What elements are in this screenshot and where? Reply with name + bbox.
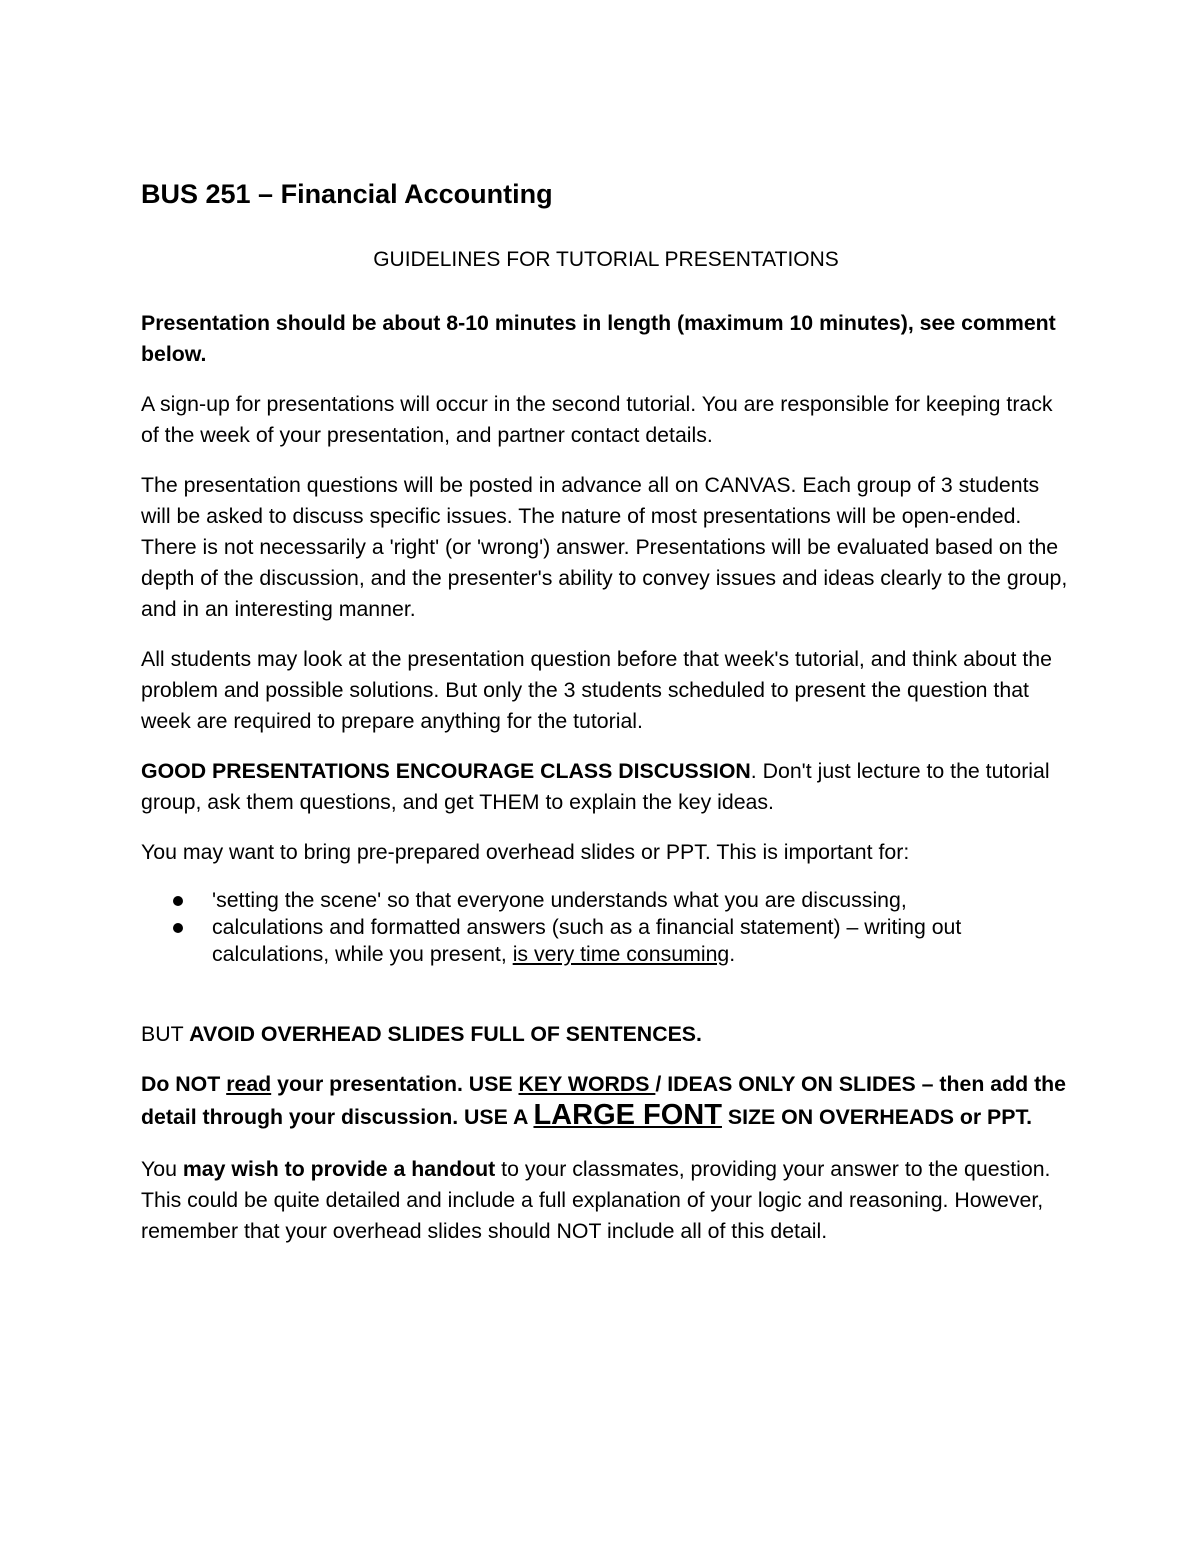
handout-bold: may wish to provide a handout xyxy=(182,1157,496,1181)
avoid-slides-paragraph xyxy=(141,1019,1071,1050)
signup-paragraph: A sign-up for presentations will occur in the second tutorial. You are responsible for keeping track of the week of your presentation, and partner contact details. xyxy=(141,392,1053,447)
list-item xyxy=(141,914,1071,968)
avoid-bold: AVOID OVERHEAD SLIDES FULL OF SENTENCES. xyxy=(189,1022,702,1046)
bullet-underlined-text: is very time consuming xyxy=(512,942,730,966)
questions-paragraph: The presentation questions will be posted in advance all on CANVAS. Each group of 3 students will be asked to discuss specific issues. The nature of most presentations will be open-ended. There is not necessarily a 'right' (or 'wrong') answer. Presentations will be evaluated based on the depth of the discussion, and the presenter's ability to convey issues and ideas clearly to the group, and in an interesting manner. xyxy=(141,473,1068,621)
document-heading: GUIDELINES FOR TUTORIAL PRESENTATIONS xyxy=(373,248,839,271)
handout-paragraph xyxy=(141,1154,1071,1247)
good-presentations-text: . Don't just lecture to the tutorial group, ask them questions, and get THEM to explain the key ideas. xyxy=(141,759,1050,814)
bullet-text: 'setting the scene' so that everyone understands what you are discussing, xyxy=(212,888,907,912)
do-not-read-paragraph xyxy=(141,1068,1071,1134)
handout-text-1: You xyxy=(141,1157,183,1181)
handout-text-2: to your classmates, providing your answer to the question. This could be quite detailed and include a full explanation of your logic and reasoning. However, remember that your overhead slides should NOT include all of this detail. xyxy=(141,1157,1051,1243)
bullet-end: . xyxy=(729,942,736,966)
good-presentations-bold: GOOD PRESENTATIONS ENCOURAGE CLASS DISCUSSION xyxy=(141,759,751,783)
slides-intro-paragraph: You may want to bring pre-prepared overhead slides or PPT. This is important for: xyxy=(141,840,910,864)
donot-read: read xyxy=(226,1072,272,1096)
donot-text-4: SIZE ON OVERHEADS or PPT. xyxy=(721,1105,1033,1129)
intro-paragraph: Presentation should be about 8-10 minutes in length (maximum 10 minutes), see comment below. xyxy=(141,311,1056,366)
good-presentations-paragraph xyxy=(141,756,1071,818)
donot-key-words: KEY WORDS xyxy=(518,1072,656,1096)
slides-bullet-list xyxy=(141,887,1071,968)
donot-text-1: Do NOT xyxy=(141,1072,227,1096)
bullet-icon xyxy=(173,896,183,906)
list-item xyxy=(141,887,1071,914)
bullet-text: calculations and formatted answers (such as a financial statement) – writing out calculations, while you present, xyxy=(212,915,962,966)
avoid-prefix: BUT xyxy=(141,1022,190,1046)
donot-text-3: / IDEAS ONLY ON SLIDES – then add the detail through your discussion. USE A xyxy=(141,1072,1067,1129)
donot-large-font: LARGE FONT xyxy=(533,1099,722,1131)
course-title: BUS 251 – Financial Accounting xyxy=(141,179,553,209)
students-paragraph: All students may look at the presentation question before that week's tutorial, and think about the problem and possible solutions. But only the 3 students scheduled to present the question that week are required to prepare anything for the tutorial. xyxy=(141,647,1052,733)
document-page xyxy=(141,176,1071,1247)
bullet-icon xyxy=(173,923,183,933)
donot-text-2: your presentation. USE xyxy=(271,1072,519,1096)
